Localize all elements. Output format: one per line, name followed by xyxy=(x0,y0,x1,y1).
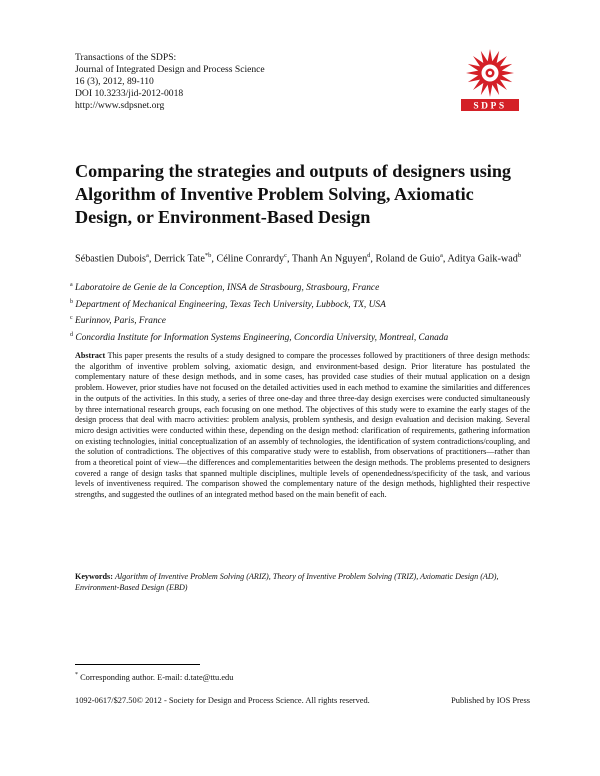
author-mark: a xyxy=(146,252,149,259)
footnote-divider xyxy=(75,664,200,665)
author-name: Thanh An Nguyen xyxy=(291,253,368,265)
author-name: Roland de Guio xyxy=(375,253,441,265)
author-mark: a xyxy=(440,252,443,259)
copyright-line: 1092-0617/$27.50© 2012 - Society for Design and Process Science. All rights reserved. xyxy=(75,696,370,705)
affiliation-text: Concordia Institute for Information Systems Engineering, Concordia University, Montreal, Canada xyxy=(75,332,449,343)
journal-line: Transactions of the SDPS: xyxy=(75,52,177,63)
author-name: Derrick Tate xyxy=(154,253,205,265)
corresponding-author-footnote xyxy=(75,670,233,683)
journal-line: DOI 10.3233/jid-2012-0018 xyxy=(75,88,184,100)
logo-text: SDPS xyxy=(473,101,507,112)
journal-line: 16 (3), 2012, 89-110 xyxy=(75,76,154,88)
author-mark: *b xyxy=(204,252,212,259)
author-list: Sébastien Dubois$^a$, Derrick Tate$^{*b}$, Céline Conrardy$^c$, Thanh An Nguyen$^d$, Roland de Guio$^a$, Aditya Gaik-wad$^b$ xyxy=(75,252,522,265)
abstract-heading: Abstract xyxy=(75,351,106,360)
paper-title: Comparing the strategies and outputs of designers using Algorithm of Inventive Problem Solving, Axiomatic Design, or Environment-Based Design xyxy=(75,161,512,227)
author-name: Aditya Gaik-wad xyxy=(447,253,518,265)
affiliation-text: Eurinnov, Paris, France xyxy=(75,316,166,327)
keywords xyxy=(75,572,530,594)
author-mark: c xyxy=(284,252,287,259)
affiliation-mark: d xyxy=(70,331,73,338)
affiliation xyxy=(70,312,540,329)
affiliation xyxy=(70,296,540,313)
affiliation-text: Department of Mechanical Engineering, Texas Tech University, Lubbock, TX, USA xyxy=(75,299,386,310)
journal-url: http://www.sdpsnet.org xyxy=(75,100,165,112)
journal-line: Journal of Integrated Design and Process Science xyxy=(75,64,265,76)
sdps-logo xyxy=(452,44,528,114)
abstract xyxy=(75,351,530,501)
affiliation-text: Laboratoire de Genie de la Conception, INSA de Strasbourg, Strasbourg, France xyxy=(75,283,380,294)
publisher-line: Published by IOS Press xyxy=(451,696,530,705)
footnote-mark: * xyxy=(75,672,78,678)
keywords-text: Algorithm of Inventive Problem Solving (ARIZ), Theory of Inventive Problem Solving (TRIZ), Axiomatic Design (AD), Environment-Based Design (EBD) xyxy=(75,572,499,592)
author-name: Sébastien Dubois xyxy=(75,253,147,265)
author-mark: d xyxy=(367,252,371,259)
keywords-heading: Keywords: xyxy=(75,572,113,581)
sdps-emblem-icon xyxy=(466,49,514,97)
affiliation xyxy=(70,329,540,346)
author-mark: b xyxy=(517,252,522,259)
affiliation-mark: c xyxy=(70,315,73,322)
affiliation-mark: b xyxy=(70,298,73,305)
abstract-text: This paper presents the results of a study designed to compare the processes followed by practitioners of three design methods: the algorithm of inventive problem solving, axiomatic design, and environment-based design. Prior literature has postulated the complementary nature of these design methods, and in some cases, has provided case studies of their mutual application on a design problem. However, prior studies have not focused on the detailed activities used in each method to examine the similarities and differences in the outputs of the activities. In this study, a series of three one-day and three three-day design exercises were conducted simultaneously by three international research groups, each focusing on one method. The objectives of this study were to examine the early stages of the design process that deal with macro activities: problem analysis, problem synthesis, and design evaluation and decision making. Several micro design activities were conducted within these, depending on the design method: clarification of requirements, gathering information on existing technologies, initial conceptualization of an assembly of technologies, the identification of system contradictions/coupling, and the solution of contradictions. The objectives of this comparative study were to establish, from observations of practitioners—rather than from a theoretical point of view—the differences and complementarities between the design methods. The problems presented to designers covered a range of design tasks that spanned multiple disciplines, multiple levels of openendedness/specificity of the task, and various levels of inventiveness required. The comparison showed the complementary nature of the design methods, highlighted their respective strengths, and suggested the outlines of an integrated method based on the main benefit of each. xyxy=(75,351,531,500)
affiliation xyxy=(70,279,540,296)
journal-info xyxy=(75,52,405,112)
author-name: Céline Conrardy xyxy=(216,253,285,265)
footnote-text: Corresponding author. E-mail: d.tate@ttu.edu xyxy=(80,672,234,682)
affiliation-list xyxy=(70,279,540,345)
affiliation-mark: a xyxy=(70,282,73,288)
